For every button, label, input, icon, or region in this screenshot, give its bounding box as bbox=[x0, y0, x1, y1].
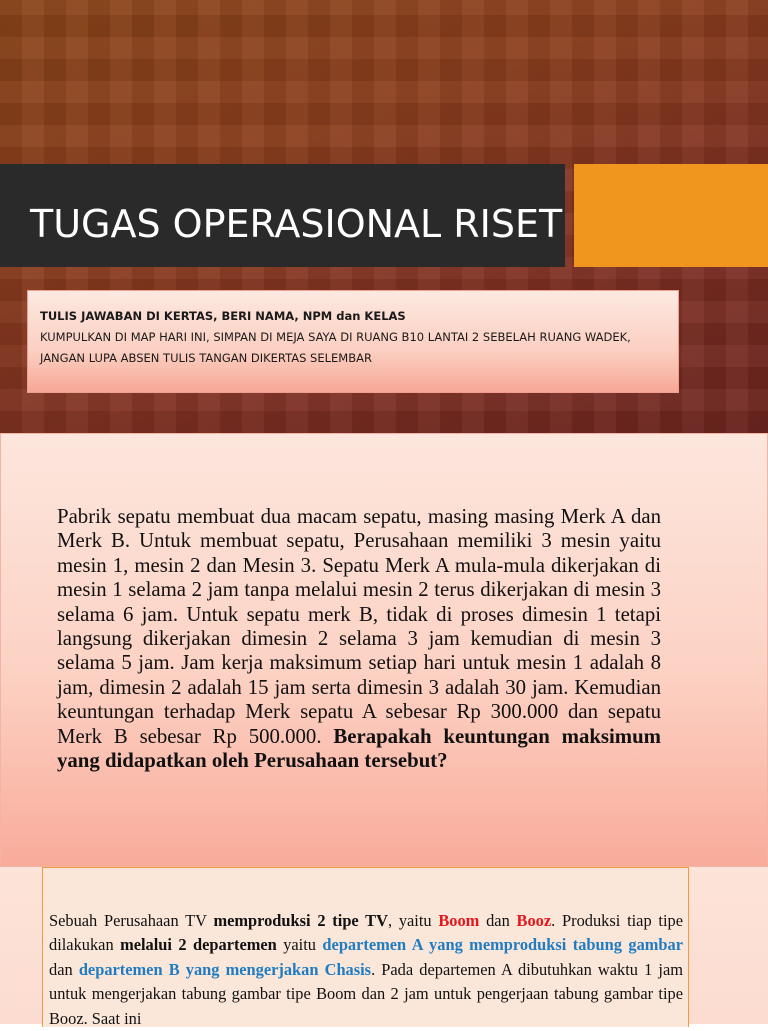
text-segment: dan bbox=[49, 959, 79, 979]
problem-slide-1 bbox=[0, 433, 768, 867]
text-segment: , yaitu bbox=[387, 911, 439, 930]
text-segment: yaitu bbox=[276, 935, 323, 955]
department-a: departemen A yang memproduksi tabung gambar bbox=[322, 935, 684, 955]
instruction-line: KUMPULKAN DI MAP HARI INI, SIMPAN DI MEJA SAYA DI RUANG B10 LANTAI 2 SEBELAH RUANG WADEK, bbox=[40, 330, 631, 344]
problem-body: Pabrik sepatu membuat dua macam sepatu, masing masing Merk A dan Merk B. Untuk membuat sepatu, Perusahaan memiliki 3 mesin yaitu mesin 1, mesin 2 dan Mesin 3. Sepatu Merk A mula-mula dikerjakan di mesin 1 selama 2 jam tanpa melalui mesin 2 terus dikerjakan di mesin 3 selama 6 jam. Untuk sepatu merk B, tidak di proses dimesin 1 tetapi langsung dikerjakan dimesin 2 selama 3 jam kemudian di mesin 3 selama 5 jam. Jam kerja maksimum setiap hari untuk mesin 1 adalah 8 jam, dimesin 2 adalah 15 jam serta dimesin 3 adalah 30 jam. Kemudian keuntungan terhadap Merk sepatu A sebesar Rp 300.000 dan sepatu Merk B sebesar Rp 500.000. bbox=[57, 505, 661, 748]
text-segment: . Pada departemen A dibutuhkan waktu 1 jam untuk mengerjakan tabung gambar tipe Boom dan 2 jam untuk pengerjaan tabung gambar tipe Booz. Saat ini bbox=[49, 959, 684, 1028]
bold-segment: memproduksi 2 tipe TV bbox=[213, 911, 388, 930]
instructions-box bbox=[27, 290, 679, 393]
problem-box-2 bbox=[42, 867, 689, 1027]
product-boom: Boom bbox=[438, 911, 480, 930]
department-b: departemen B yang mengerjakan Chasis bbox=[78, 959, 372, 979]
problem-text-2 bbox=[49, 909, 683, 1031]
bold-segment: melalui 2 departemen bbox=[120, 935, 277, 955]
problem-question: Berapakah keuntungan maksimum yang didapatkan oleh Perusahaan tersebut? bbox=[57, 724, 661, 773]
text-segment: dan bbox=[479, 911, 517, 930]
title-slide bbox=[0, 0, 768, 433]
text-segment: . Produksi tiap tipe dilakukan bbox=[49, 911, 683, 955]
instruction-line: JANGAN LUPA ABSEN TULIS TANGAN DIKERTAS SELEMBAR bbox=[40, 351, 372, 365]
slide-title: TUGAS OPERASIONAL RISET bbox=[30, 202, 563, 246]
accent-block bbox=[574, 164, 768, 267]
instruction-line: TULIS JAWABAN DI KERTAS, BERI NAMA, NPM dan KELAS bbox=[40, 309, 406, 323]
title-bar bbox=[0, 164, 565, 267]
product-booz: Booz bbox=[516, 911, 552, 930]
text-segment: Sebuah Perusahaan TV bbox=[49, 911, 214, 930]
problem-slide-2 bbox=[0, 867, 768, 1028]
problem-text-1 bbox=[57, 505, 661, 773]
